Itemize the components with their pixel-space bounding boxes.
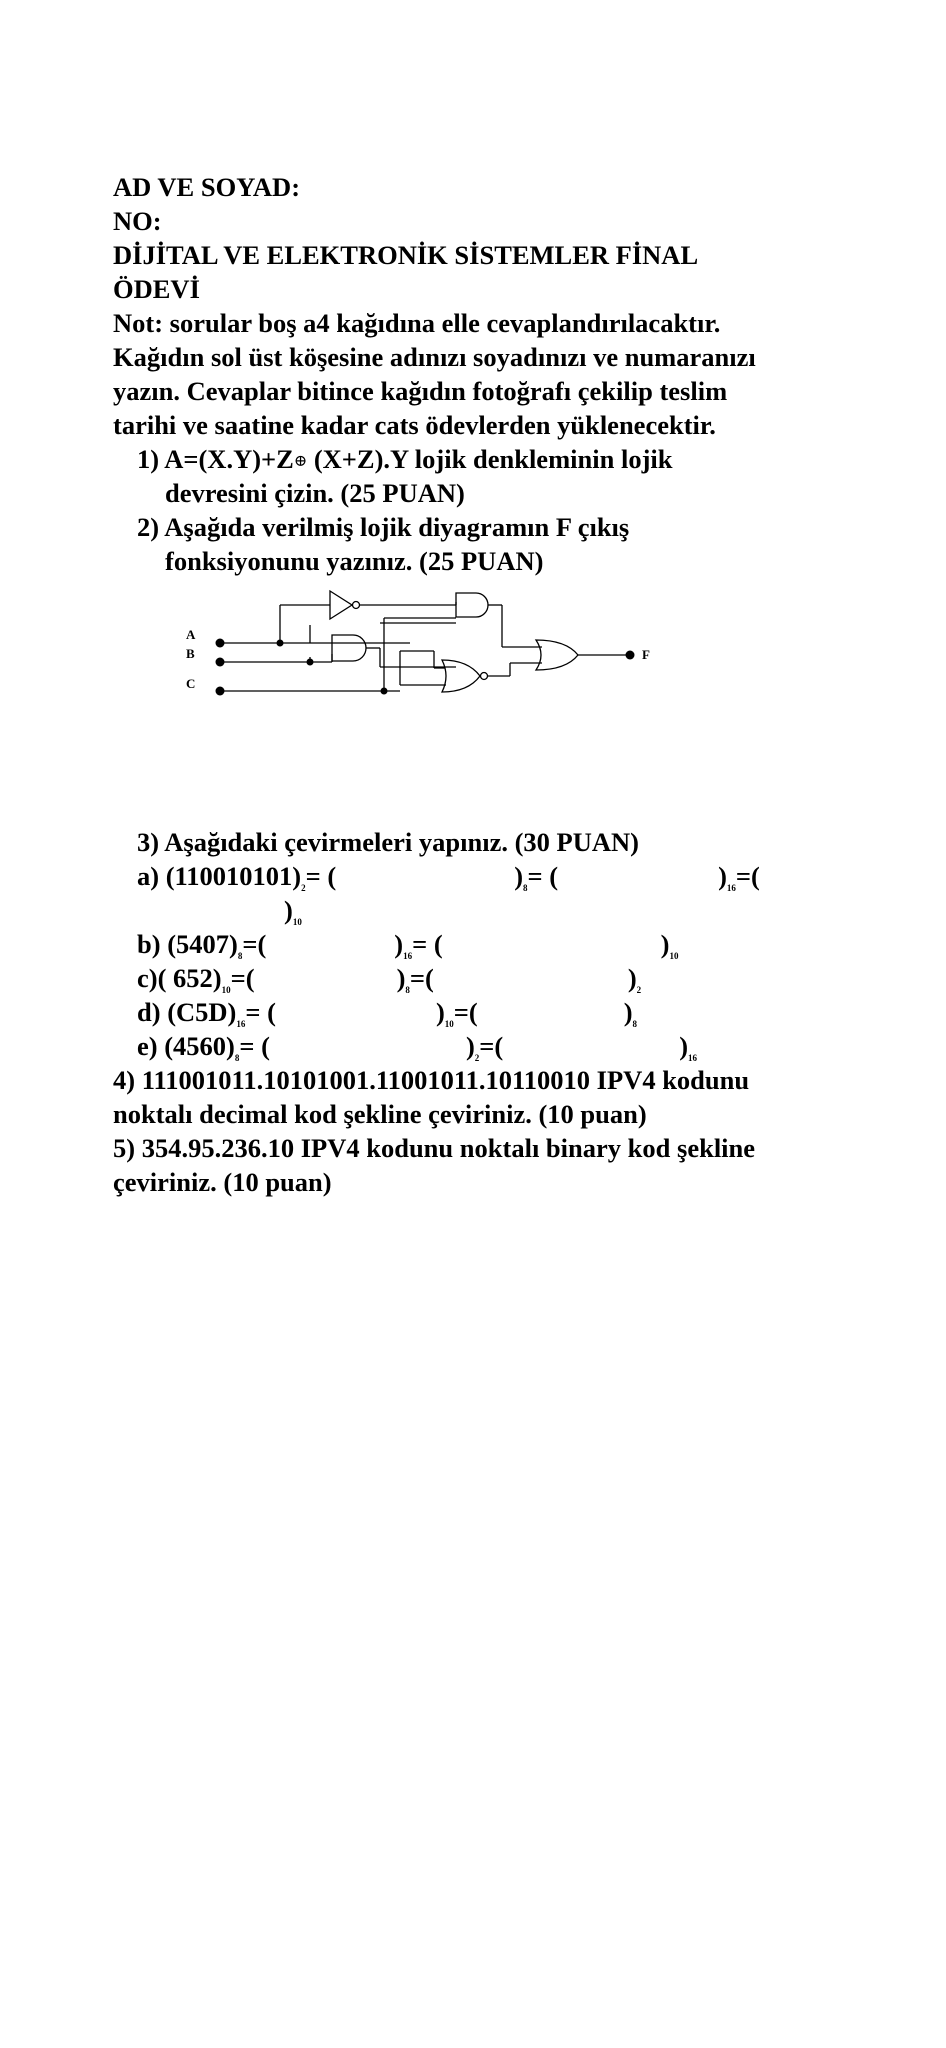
q1-prefix: 1) A=(X.Y)+Z [137, 444, 294, 474]
question-3-title: 3) Aşağıdaki çevirmeleri yapınız. (30 PUAN) [137, 827, 639, 857]
note-line-1: Not: sorular boş a4 kağıdına elle cevaplandırılacaktır. [113, 308, 721, 338]
logic-circuit-diagram [180, 585, 700, 715]
nor-gate [442, 660, 480, 692]
not-gate [330, 591, 352, 619]
title-line-1: DİJİTAL VE ELEKTRONİK SİSTEMLER FİNAL [113, 240, 699, 270]
question-2-line-2: fonksiyonunu yazınız. (25 PUAN) [165, 546, 544, 576]
question-2-line-1: 2) Aşağıda verilmiş lojik diyagramın F çıkış [137, 512, 630, 542]
question-3e: e) $(4560)_8=$ ( )$_2=$( )$_{16}$ [137, 1031, 698, 1063]
title-line-2: ÖDEVİ [113, 274, 200, 304]
number-label: NO: [113, 206, 162, 236]
and-gate-top [456, 593, 488, 617]
xor-symbol: ⊕ [293, 453, 308, 470]
question-1-line-2: devresini çizin. (25 PUAN) [165, 478, 465, 508]
question-1-line-1 [137, 442, 673, 479]
question-4-line-1: 4) 111001011.10101001.11001011.10110010 IPV4 kodunu [113, 1065, 750, 1095]
output-f-label: F [642, 647, 650, 662]
question-4-line-2: noktalı decimal kod şekline çeviriniz. (10 puan) [113, 1099, 647, 1129]
input-a-label: A [186, 627, 196, 642]
question-3d: d) $(C5D)_{16}=$ ( )$_{10}=$( )$_8$ [137, 997, 638, 1029]
and-gate-middle [332, 635, 366, 661]
note-line-3: yazın. Cevaplar bitince kağıdın fotoğrafı çekilip teslim [113, 376, 728, 406]
question-3c: c)( $652)_{10}=$( )$_8=$( )$_2$ [137, 963, 642, 995]
or-gate [536, 640, 578, 670]
question-3b: b) $(5407)_8=$( )$_{16}=$ ( )$_{10}$ [137, 929, 679, 961]
input-c-label: C [186, 676, 196, 691]
input-b-label: B [186, 646, 195, 661]
question-5-line-2: çeviriniz. (10 puan) [113, 1167, 332, 1197]
note-line-2: Kağıdın sol üst köşesine adınızı soyadınızı ve numaranızı [113, 342, 756, 372]
note-line-4: tarihi ve saatine kadar cats ödevlerden yüklenecektir. [113, 410, 716, 440]
name-label: AD VE SOYAD: [113, 172, 301, 202]
q1-suffix: (X+Z).Y lojik denkleminin lojik [313, 444, 673, 474]
question-3a: a) $(110010101)_2=$ ( )$_8=$ ( )$_{16}=$( [137, 861, 760, 893]
question-3a-continued: )$_{10}$ [284, 895, 302, 927]
question-5-line-1: 5) 354.95.236.10 IPV4 kodunu noktalı binary kod şekline [113, 1133, 756, 1163]
